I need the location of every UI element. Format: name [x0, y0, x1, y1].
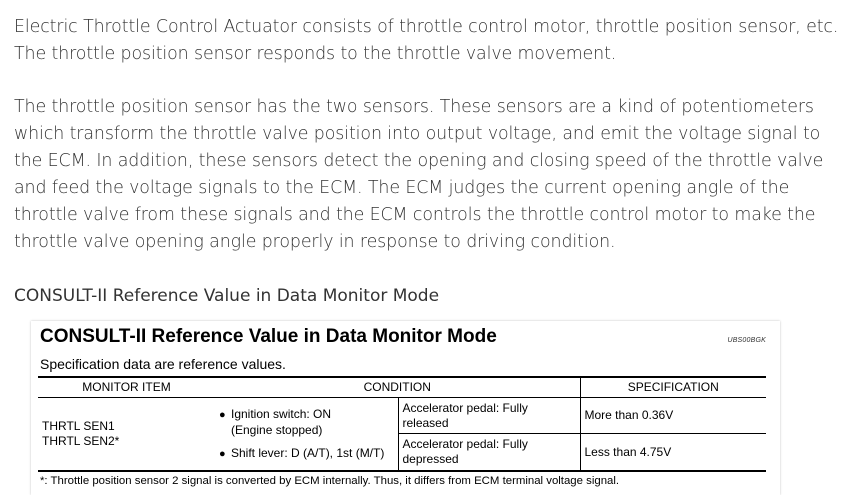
pedal-condition-cell: Accelerator pedal: Fully released	[398, 398, 580, 434]
footnote-row	[38, 471, 766, 490]
bullet-icon: ●	[219, 447, 226, 460]
pedal-condition-cell: Accelerator pedal: Fully depressed	[398, 434, 580, 472]
condition-cell	[215, 398, 398, 472]
column-header-monitor-item: MONITOR ITEM	[38, 377, 215, 398]
intro-paragraph: Electric Throttle Control Actuator consists of throttle control motor, throttle position sensor, etc. The throttle position sensor responds to the throttle valve movement.	[14, 17, 839, 64]
figure-code: UBS00BGK	[727, 337, 766, 344]
condition-ignition-note: (Engine stopped)	[231, 422, 323, 437]
column-header-specification: SPECIFICATION	[580, 377, 766, 398]
monitor-item: THRTL SEN2*	[42, 434, 120, 448]
condition-shift-lever: ● Shift lever: D (A/T), 1st (M/T)	[219, 445, 385, 460]
description-paragraph: The throttle position sensor has the two sensors. These sensors are a kind of potentiometers which transform the throttle valve position into output voltage, and emit the voltage signal to the ECM. In addition, these sensors detect the opening and closing speed of the throttle valve and feed the voltage signals to the ECM. The ECM judges the current opening angle of the throttle valve from these signals and the ECM controls the throttle control motor to make the throttle valve opening angle properly in response to driving condition.	[14, 97, 824, 252]
monitor-item: THRTL SEN1	[42, 419, 115, 433]
monitor-item-cell	[38, 398, 215, 472]
figure-subtitle: Specification data are reference values.	[40, 356, 286, 372]
spec-table	[38, 376, 766, 490]
specification-value: More than 0.36V	[580, 398, 766, 434]
reference-value-figure	[31, 321, 780, 495]
column-header-condition: CONDITION	[215, 377, 580, 398]
specification-value: Less than 4.75V	[580, 434, 766, 472]
bullet-icon: ●	[219, 408, 226, 421]
section-heading: CONSULT-II Reference Value in Data Monitor Mode	[14, 286, 440, 306]
figure-title: CONSULT-II Reference Value in Data Monitor Mode	[40, 326, 497, 347]
table-header-row	[38, 377, 766, 398]
table-row	[38, 398, 766, 434]
table-footnote: *: Throttle position sensor 2 signal is converted by ECM internally. Thus, it differs from ECM terminal voltage signal.	[38, 471, 766, 490]
condition-ignition: ● Ignition switch: ON	[219, 406, 332, 421]
